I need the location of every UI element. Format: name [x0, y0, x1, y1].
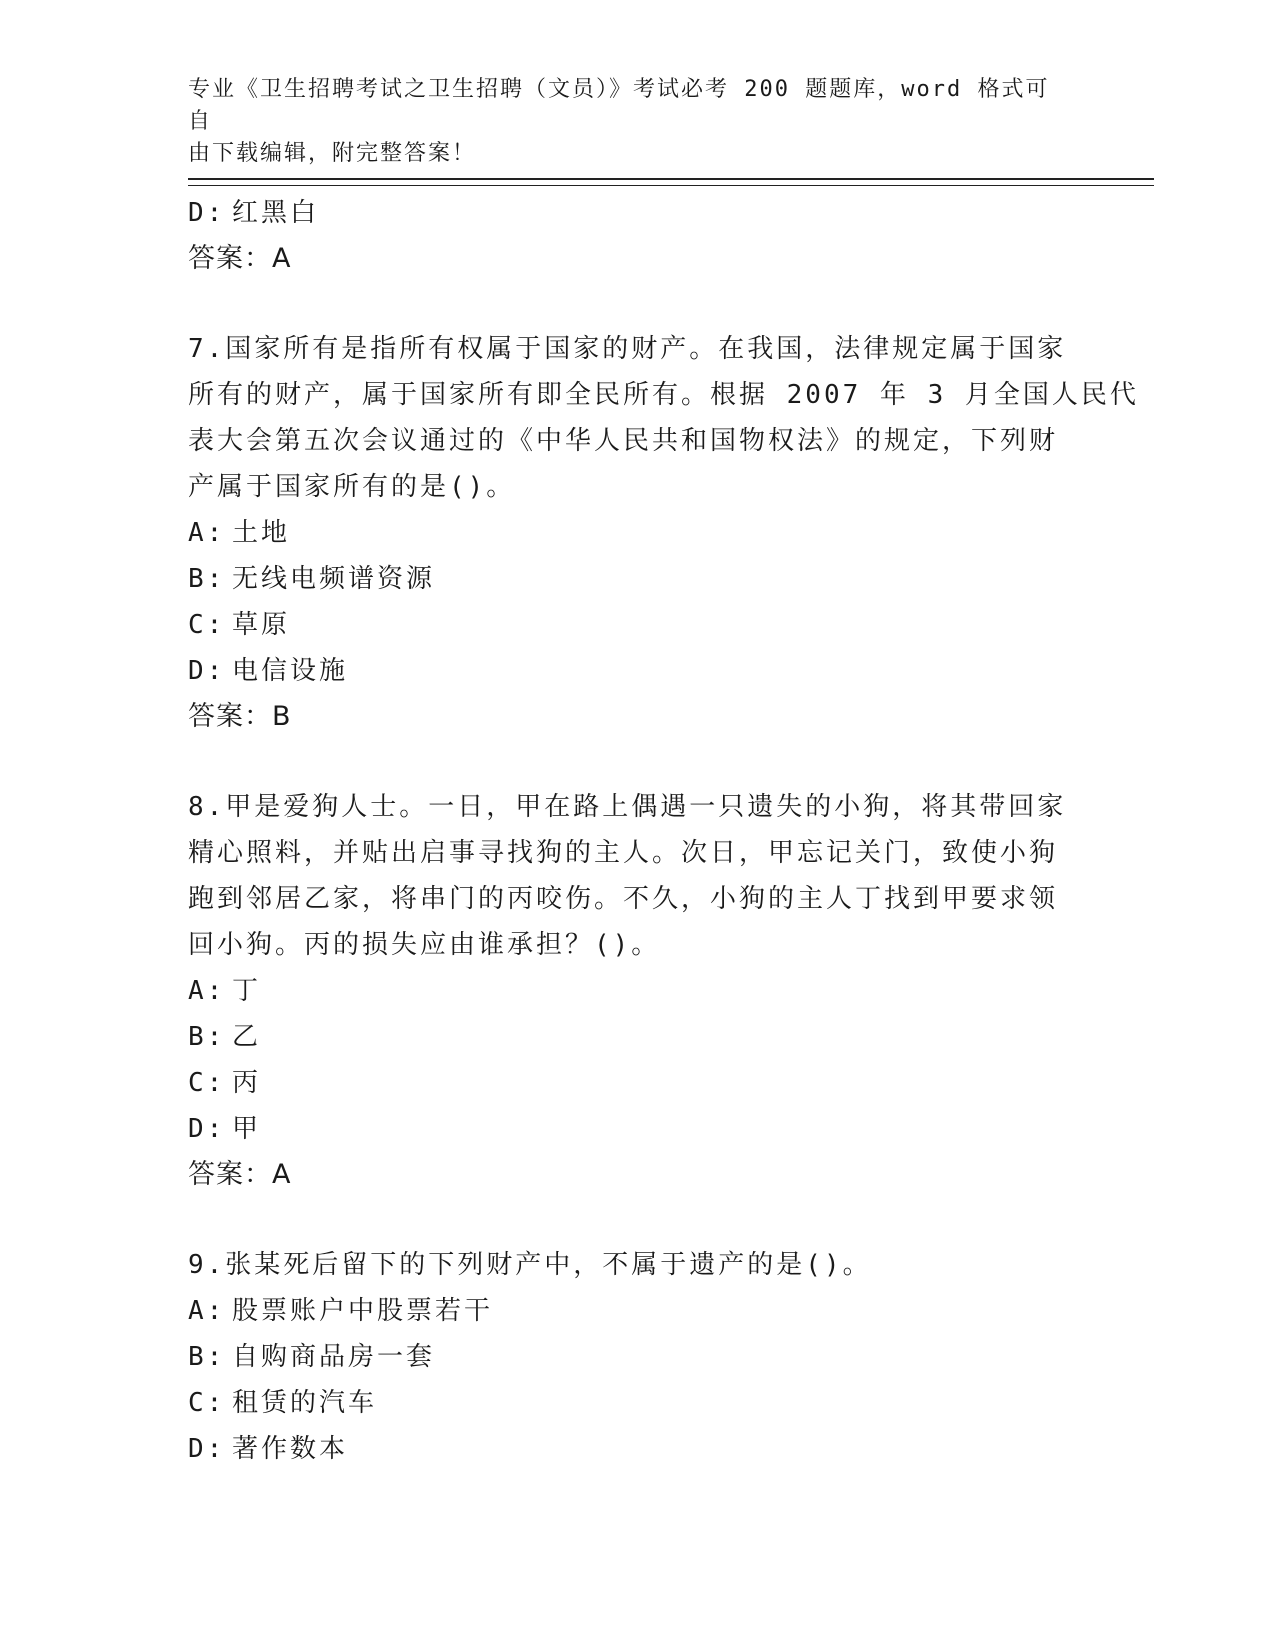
option-key: B:	[188, 1022, 226, 1052]
option-a	[188, 968, 1068, 1014]
option-key: C:	[188, 1388, 226, 1418]
question-stem-line: 7.国家所有是指所有权属于国家的财产。在我国，法律规定属于国家	[188, 334, 1067, 364]
option-a	[188, 510, 1068, 556]
option-b	[188, 556, 1068, 602]
option-key: C:	[188, 1068, 226, 1098]
option-c	[188, 1060, 1068, 1106]
question-9	[188, 1242, 1068, 1472]
option-text: 股票账户中股票若干	[232, 1296, 494, 1326]
option-text: 土地	[232, 518, 291, 548]
header-divider	[188, 178, 1154, 186]
header-line-2: 由下载编辑，附完整答案！	[188, 141, 477, 166]
header-line-1: 专业《卫生招聘考试之卫生招聘（文员）》考试必考 200 题题库，word 格式可自	[188, 77, 1050, 134]
spacer	[188, 282, 1068, 326]
option-key: D:	[188, 198, 226, 228]
option-key: A:	[188, 976, 226, 1006]
document-body	[188, 190, 1139, 1472]
option-key: D:	[188, 1434, 226, 1464]
question-stem-line: 8.甲是爱狗人士。一日，甲在路上偶遇一只遗失的小狗，将其带回家	[188, 792, 1067, 822]
document-header	[188, 74, 1068, 170]
option-text: 无线电频谱资源	[232, 564, 436, 594]
question-stem-line: 回小狗。丙的损失应由谁承担？()。	[188, 930, 661, 960]
option-d	[188, 1106, 1068, 1152]
option-text: 租赁的汽车	[232, 1388, 378, 1418]
spacer	[188, 1198, 1068, 1242]
option-d	[188, 190, 1068, 236]
option-text: 电信设施	[232, 656, 349, 686]
option-text: 红黑白	[232, 198, 320, 228]
option-key: B:	[188, 1342, 226, 1372]
option-text: 自购商品房一套	[232, 1342, 436, 1372]
answer-line: 答案：A	[188, 1159, 292, 1190]
option-text: 甲	[232, 1114, 262, 1144]
option-key: D:	[188, 1114, 226, 1144]
option-key: A:	[188, 518, 226, 548]
answer-line: 答案：B	[188, 701, 292, 732]
option-c	[188, 1380, 1068, 1426]
option-text: 草原	[232, 610, 291, 640]
question-stem-line: 表大会第五次会议通过的《中华人民共和国物权法》的规定，下列财	[188, 426, 1059, 456]
option-key: C:	[188, 610, 226, 640]
option-a	[188, 1288, 1068, 1334]
option-text: 丁	[232, 976, 262, 1006]
question-stem-line: 所有的财产，属于国家所有即全民所有。根据 2007 年 3 月全国人民代	[188, 380, 1139, 410]
question-7	[188, 326, 1139, 740]
option-c	[188, 602, 1068, 648]
option-text: 乙	[232, 1022, 262, 1052]
option-text: 著作数本	[232, 1434, 349, 1464]
option-key: D:	[188, 656, 226, 686]
option-b	[188, 1334, 1068, 1380]
option-d	[188, 648, 1068, 694]
option-key: B:	[188, 564, 226, 594]
option-key: A:	[188, 1296, 226, 1326]
answer-line: 答案：A	[188, 243, 292, 274]
option-text: 丙	[232, 1068, 262, 1098]
question-stem-line: 产属于国家所有的是()。	[188, 472, 516, 502]
question-8	[188, 784, 1068, 1198]
question-stem-line: 9.张某死后留下的下列财产中，不属于遗产的是()。	[188, 1250, 872, 1280]
spacer	[188, 740, 1068, 784]
question-stem-line: 跑到邻居乙家，将串门的丙咬伤。不久，小狗的主人丁找到甲要求领	[188, 884, 1059, 914]
option-b	[188, 1014, 1068, 1060]
question-stem-line: 精心照料，并贴出启事寻找狗的主人。次日，甲忘记关门，致使小狗	[188, 838, 1059, 868]
option-d	[188, 1426, 1068, 1472]
